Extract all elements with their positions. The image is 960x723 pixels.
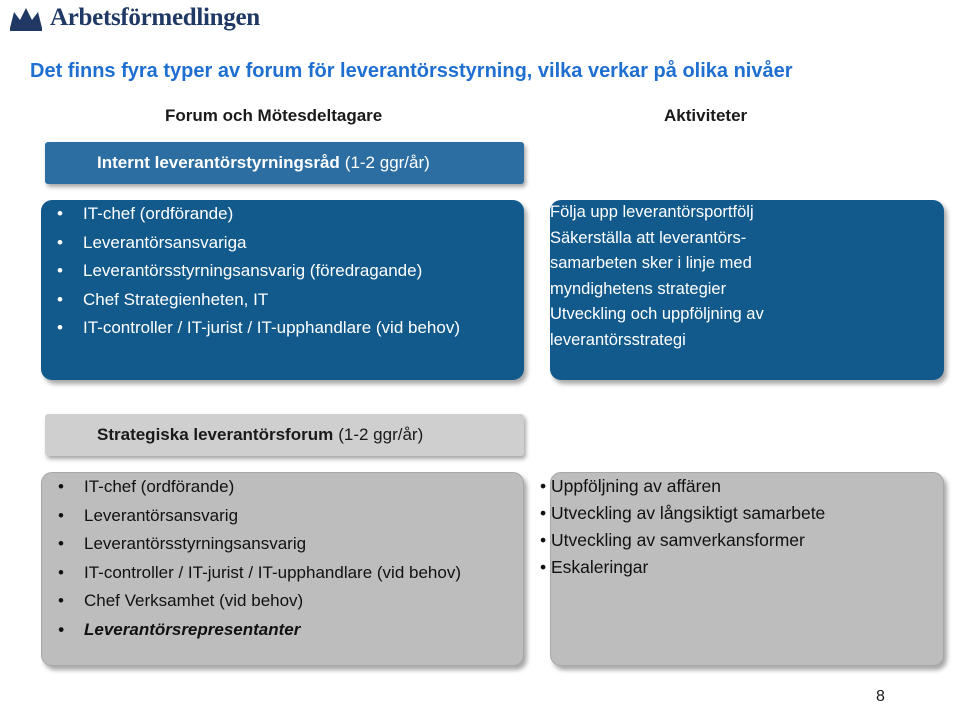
page-number: 8 [876,688,885,705]
participant-item: • IT-chef (ordförande) [41,200,524,229]
column-header-forum: Forum och Mötesdeltagare [165,106,383,125]
participant-item: • Leverantörsansvariga [41,229,524,258]
activity-item: • Utveckling av långsiktigt samarbete [551,500,943,527]
column-header-activities: Aktiviteter [664,106,748,125]
crown-logo-icon [8,4,44,32]
participant-item: • Chef Verksamhet (vid behov) [42,587,523,616]
forum-internal-activities-box [550,200,944,380]
forum-strategic-frequency: (1-2 ggr/år) [338,425,424,444]
participant-item: • Leverantörsstyrningsansvarig (föredragande) [41,257,524,286]
forum-strategic-bar [45,414,524,456]
participant-item: • Leverantörsrepresentanter [42,616,523,645]
participant-item: • Chef Strategienheten, IT [41,286,524,315]
activity-item: • Utveckling och uppföljning av leverantörsstrategi [550,302,944,353]
forum-internal-frequency: (1-2 ggr/år) [344,153,430,172]
activity-item: • Eskaleringar [551,554,943,581]
activity-item: • Säkerställa att leverantörs- samarbeten sker i linje med myndighetens strategier [550,226,944,303]
forum-internal-participants-box [41,200,524,380]
participant-item: • IT-chef (ordförande) [42,473,523,502]
activity-item: • Uppföljning av affären [551,473,943,500]
participant-item: • IT-controller / IT-jurist / IT-upphandlare (vid behov) [41,314,524,343]
activity-item: • Följa upp leverantörsportfölj [550,200,944,226]
forum-strategic-name: Strategiska leverantörsforum [97,425,334,444]
forum-strategic-activities-box [550,472,944,666]
logo [8,2,260,34]
participant-item: • IT-controller / IT-jurist / IT-upphandlare (vid behov) [42,559,523,588]
logo-text: Arbetsförmedlingen [50,4,260,31]
activity-item: • Utveckling av samverkansformer [551,527,943,554]
forum-strategic-participants-box [41,472,524,666]
participant-item: • Leverantörsansvarig [42,502,523,531]
page-title: Det finns fyra typer av forum för leverantörsstyrning, vilka verkar på olika nivåer [30,60,793,82]
forum-internal-bar [45,142,524,184]
participant-item: • Leverantörsstyrningsansvarig [42,530,523,559]
forum-internal-name: Internt leverantörstyrningsråd [97,153,340,172]
